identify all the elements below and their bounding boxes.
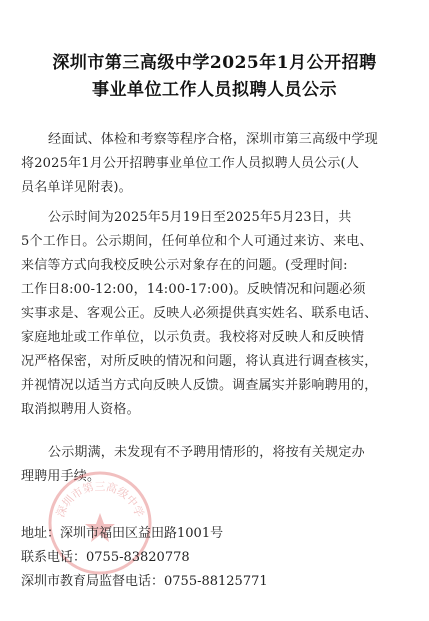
paragraph-line: 并视情况以适当方式向反映人反馈。调查属实并影响聘用的， — [21, 378, 378, 393]
paragraph-3 — [21, 441, 413, 489]
paragraph-line: 经面试、体检和考察等程序合格，深圳市第三高级中学现 — [48, 132, 379, 147]
phone-line: 联系电话：0755-83820778 — [21, 550, 190, 565]
address-line: 地址：深圳市福田区益田路1001号 — [21, 526, 224, 541]
paragraph-line: 5个工作日。公示期间，任何单位和个人可通过来访、来电、 — [21, 234, 373, 249]
paragraph-line: 公示期满，未发现有不予聘用情形的，将按有关规定办 — [48, 445, 365, 460]
paragraph-line: 理聘用手续。 — [21, 469, 101, 484]
paragraph-1 — [21, 128, 413, 200]
svg-text:深圳市第三高级中学: 深圳市第三高级中学 — [53, 480, 147, 520]
paragraph-2 — [21, 206, 413, 422]
paragraph-line: 员名单详见附表)。 — [21, 180, 132, 195]
paragraph-line: 家庭地址或工作单位，以示负责。我校将对反映人和反映情 — [21, 330, 365, 345]
supervision-phone-line: 深圳市教育局监督电话：0755-88125771 — [21, 574, 268, 589]
paragraph-line: 取消拟聘用人资格。 — [21, 402, 140, 417]
title-line-1: 深圳市第三高级中学2025年1月公开招聘 — [52, 53, 377, 73]
paragraph-line: 来信等方式向我校反映公示对象存在的问题。(受理时间: — [21, 258, 348, 273]
contact-info — [21, 522, 268, 594]
paragraph-line: 实事求是、客观公正。反映人必须提供真实姓名、联系电话、 — [21, 306, 378, 321]
paragraph-line: 将2025年1月公开招聘事业单位工作人员拟聘人员公示(人 — [21, 156, 360, 171]
paragraph-line: 工作日8:00-12:00，14:00-17:00)。反映情况和问题必须 — [21, 282, 366, 297]
title-line-2: 事业单位工作人员拟聘人员公示 — [92, 80, 337, 100]
paragraph-line: 公示时间为2025年5月19日至2025年5月23日，共 — [48, 210, 352, 225]
paragraph-line: 况严格保密，对所反映的情况和问题，将认真进行调查核实， — [21, 354, 378, 369]
document-title — [0, 50, 429, 104]
